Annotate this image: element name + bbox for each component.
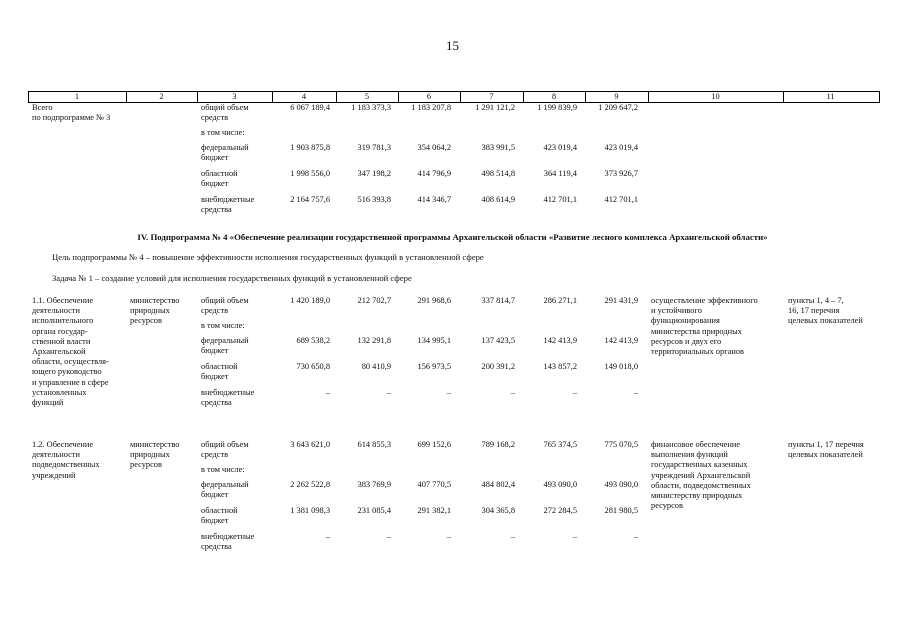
expected-result: государственных казенных xyxy=(651,460,748,470)
funding-value: 414 796,9 xyxy=(417,169,451,178)
header-column-number: 10 xyxy=(711,92,720,101)
expected-result: финансовое обеспечение xyxy=(651,440,741,449)
expected-result: функционирования xyxy=(651,316,720,326)
funding-source-label: бюджет xyxy=(201,372,229,382)
measure-name: ющего руководство xyxy=(32,367,102,377)
funding-value: 156 973,5 xyxy=(417,362,451,371)
header-column-number: 5 xyxy=(364,92,370,101)
target-indicators: целевых показателей xyxy=(788,450,863,460)
funding-value: 200 391,2 xyxy=(481,362,515,371)
section-title: IV. Подпрограмма № 4 «Обеспечение реализации государственной программы Архангельской области «Развитие лесного комплекса Архангельской области» xyxy=(137,232,768,242)
funding-value: 142 413,9 xyxy=(604,336,638,345)
total-row-name: Всего xyxy=(32,103,53,112)
funding-source-label: средств xyxy=(201,113,229,123)
responsible-executor: министерство xyxy=(130,440,180,449)
funding-value: 383 769,9 xyxy=(357,480,391,489)
funding-source-label: внебюджетные xyxy=(201,195,255,204)
funding-value: 407 770,5 xyxy=(417,480,451,489)
funding-value: 6 067 189,4 xyxy=(290,103,330,112)
measure-name: 1.1. Обеспечение xyxy=(32,296,94,305)
funding-value: – xyxy=(325,388,330,397)
funding-value: 423 019,4 xyxy=(543,143,577,152)
funding-value: 2 164 757,6 xyxy=(290,195,330,204)
funding-value: 614 855,3 xyxy=(357,440,391,449)
funding-value: – xyxy=(386,388,391,397)
funding-value: 412 701,1 xyxy=(543,195,577,204)
measure-name: функций xyxy=(32,398,64,407)
funding-source-label: бюджет xyxy=(201,179,229,189)
funding-source-label: федеральный xyxy=(201,480,249,489)
funding-value: 291 968,6 xyxy=(417,296,451,305)
target-indicators: пункты 1, 4 – 7, xyxy=(788,296,844,305)
measure-name: установленных xyxy=(32,387,87,397)
expected-result: выполнения функций xyxy=(651,450,728,460)
funding-source-label: в том числе: xyxy=(201,128,245,137)
funding-value: 364 119,4 xyxy=(543,169,577,178)
funding-value: 412 701,1 xyxy=(604,195,638,204)
measure-name: ственной власти xyxy=(32,336,91,346)
funding-value: 291 431,9 xyxy=(604,296,638,305)
funding-value: 142 413,9 xyxy=(543,336,577,345)
funding-value: 484 802,4 xyxy=(481,480,515,489)
header-column-number: 3 xyxy=(232,92,237,101)
funding-value: 493 090,0 xyxy=(604,480,638,489)
header-column-number: 11 xyxy=(826,92,835,101)
expected-result: области, подведомственных xyxy=(651,480,751,490)
measure-name: области, осуществля- xyxy=(32,357,109,367)
funding-value: – xyxy=(386,532,391,541)
funding-value: 516 393,8 xyxy=(357,195,391,204)
measure-name: деятельности xyxy=(32,306,80,316)
funding-value: 1 291 121,2 xyxy=(475,103,515,112)
funding-value: 347 198,2 xyxy=(357,169,391,178)
funding-source-label: внебюджетные xyxy=(201,532,255,541)
funding-value: 1 209 647,2 xyxy=(598,103,638,112)
funding-value: – xyxy=(633,532,638,541)
measure-name: подведомственных xyxy=(32,460,100,470)
funding-value: 414 346,7 xyxy=(417,195,451,204)
measure-name: Архангельской xyxy=(32,347,86,356)
measure-name: исполнительного xyxy=(32,316,94,326)
funding-value: 212 702,7 xyxy=(357,296,391,305)
funding-value: – xyxy=(510,388,515,397)
funding-value: 689 538,2 xyxy=(296,336,330,345)
responsible-executor: министерство xyxy=(130,296,180,305)
funding-value: 408 614,9 xyxy=(481,195,515,204)
measure-name: деятельности xyxy=(32,450,80,460)
funding-value: – xyxy=(510,532,515,541)
funding-source-label: средства xyxy=(201,542,232,552)
funding-source-label: областной xyxy=(201,362,238,371)
expected-result: и устойчивого xyxy=(651,306,702,316)
funding-source-label: внебюджетные xyxy=(201,388,255,397)
total-row-name: по подпрограмме № 3 xyxy=(32,113,111,123)
funding-value: 149 018,0 xyxy=(604,362,638,371)
funding-value: 373 926,7 xyxy=(604,169,638,178)
funding-source-label: средства xyxy=(201,205,232,215)
responsible-executor: ресурсов xyxy=(130,460,162,470)
funding-value: – xyxy=(633,388,638,397)
funding-value: 132 291,8 xyxy=(357,336,391,345)
funding-value: 765 374,5 xyxy=(543,440,577,449)
funding-source-label: общий объем xyxy=(201,296,249,305)
funding-value: 3 643 621,0 xyxy=(290,440,330,449)
funding-value: 272 284,5 xyxy=(543,506,577,515)
funding-value: 1 183 207,8 xyxy=(411,103,451,112)
expected-result: осуществление эффективного xyxy=(651,296,758,305)
page-number: 15 xyxy=(446,38,459,53)
header-column-number: 2 xyxy=(159,92,164,101)
funding-source-label: областной xyxy=(201,169,238,178)
funding-value: 304 365,8 xyxy=(481,506,515,515)
funding-value: 286 271,1 xyxy=(543,296,577,305)
funding-value: 337 814,7 xyxy=(481,296,515,305)
expected-result: учреждений Архангельской xyxy=(651,470,751,480)
funding-value: – xyxy=(572,388,577,397)
target-indicators: целевых показателей xyxy=(788,316,863,326)
expected-result: ресурсов и двух его xyxy=(651,336,722,346)
funding-source-label: средств xyxy=(201,450,229,460)
funding-source-label: бюджет xyxy=(201,153,229,163)
header-column-number: 6 xyxy=(426,92,432,101)
responsible-executor: природных xyxy=(130,306,170,316)
funding-source-label: общий объем xyxy=(201,103,249,112)
funding-source-label: средства xyxy=(201,398,232,408)
header-column-number: 8 xyxy=(551,92,557,101)
funding-source-label: общий объем xyxy=(201,440,249,449)
header-column-number: 1 xyxy=(74,92,80,101)
funding-value: 1 199 839,9 xyxy=(537,103,577,112)
funding-source-label: в том числе: xyxy=(201,321,245,330)
header-column-number: 4 xyxy=(301,92,307,101)
funding-value: 231 085,4 xyxy=(357,506,391,515)
subprogram-goal: Цель подпрограммы № 4 – повышение эффективности исполнения государственных функций в установленной сфере xyxy=(52,252,484,262)
target-indicators: 16, 17 перечня xyxy=(788,306,840,316)
responsible-executor: ресурсов xyxy=(130,316,162,326)
funding-value: – xyxy=(325,532,330,541)
funding-source-label: областной xyxy=(201,506,238,515)
expected-result: министерства природных xyxy=(651,326,742,336)
funding-value: 80 410,9 xyxy=(361,362,391,371)
responsible-executor: природных xyxy=(130,450,170,460)
header-column-number: 9 xyxy=(614,92,619,101)
expected-result: министерству природных xyxy=(651,491,743,500)
funding-value: 143 857,2 xyxy=(543,362,577,371)
header-column-number: 7 xyxy=(489,92,494,101)
funding-source-label: средств xyxy=(201,306,229,316)
funding-value: 319 781,3 xyxy=(357,143,391,152)
funding-value: 137 423,5 xyxy=(481,336,515,345)
measure-name: учреждений xyxy=(32,470,76,480)
measure-name: 1.2. Обеспечение xyxy=(32,440,94,449)
funding-value: 699 152,6 xyxy=(417,440,451,449)
funding-value: 383 991,5 xyxy=(481,143,515,152)
funding-value: 1 998 556,0 xyxy=(290,169,330,178)
funding-value: 1 420 189,0 xyxy=(290,296,330,305)
funding-value: 498 514,8 xyxy=(481,169,515,178)
funding-value: 354 064,2 xyxy=(417,143,451,152)
expected-result: территориальных органов xyxy=(651,347,744,356)
funding-value: – xyxy=(446,532,451,541)
measure-name: органа государ- xyxy=(32,326,88,336)
expected-result: ресурсов xyxy=(651,501,683,511)
funding-value: 775 070,5 xyxy=(604,440,638,449)
funding-value: 281 980,5 xyxy=(604,506,638,515)
funding-source-label: федеральный xyxy=(201,336,249,345)
funding-value: 291 382,1 xyxy=(417,506,451,515)
funding-value: – xyxy=(572,532,577,541)
funding-value: 2 262 522,8 xyxy=(290,480,330,489)
funding-value: 789 168,2 xyxy=(481,440,515,449)
measure-name: и управление в сфере xyxy=(32,377,109,387)
funding-source-label: в том числе: xyxy=(201,465,245,474)
task-1: Задача № 1 – создание условий для исполнения государственных функций в установленной сфере xyxy=(52,273,412,283)
funding-source-label: федеральный xyxy=(201,143,249,152)
funding-value: 1 381 098,3 xyxy=(290,506,330,515)
funding-source-label: бюджет xyxy=(201,346,229,356)
funding-value: 493 090,0 xyxy=(543,480,577,489)
funding-value: 1 903 875,8 xyxy=(290,143,330,152)
funding-value: 730 650,8 xyxy=(296,362,330,371)
funding-value: 423 019,4 xyxy=(604,143,638,152)
funding-value: – xyxy=(446,388,451,397)
funding-value: 134 995,1 xyxy=(417,336,451,345)
funding-source-label: бюджет xyxy=(201,516,229,526)
funding-source-label: бюджет xyxy=(201,490,229,500)
target-indicators: пункты 1, 17 перечня xyxy=(788,440,864,449)
funding-value: 1 183 373,3 xyxy=(351,103,391,112)
